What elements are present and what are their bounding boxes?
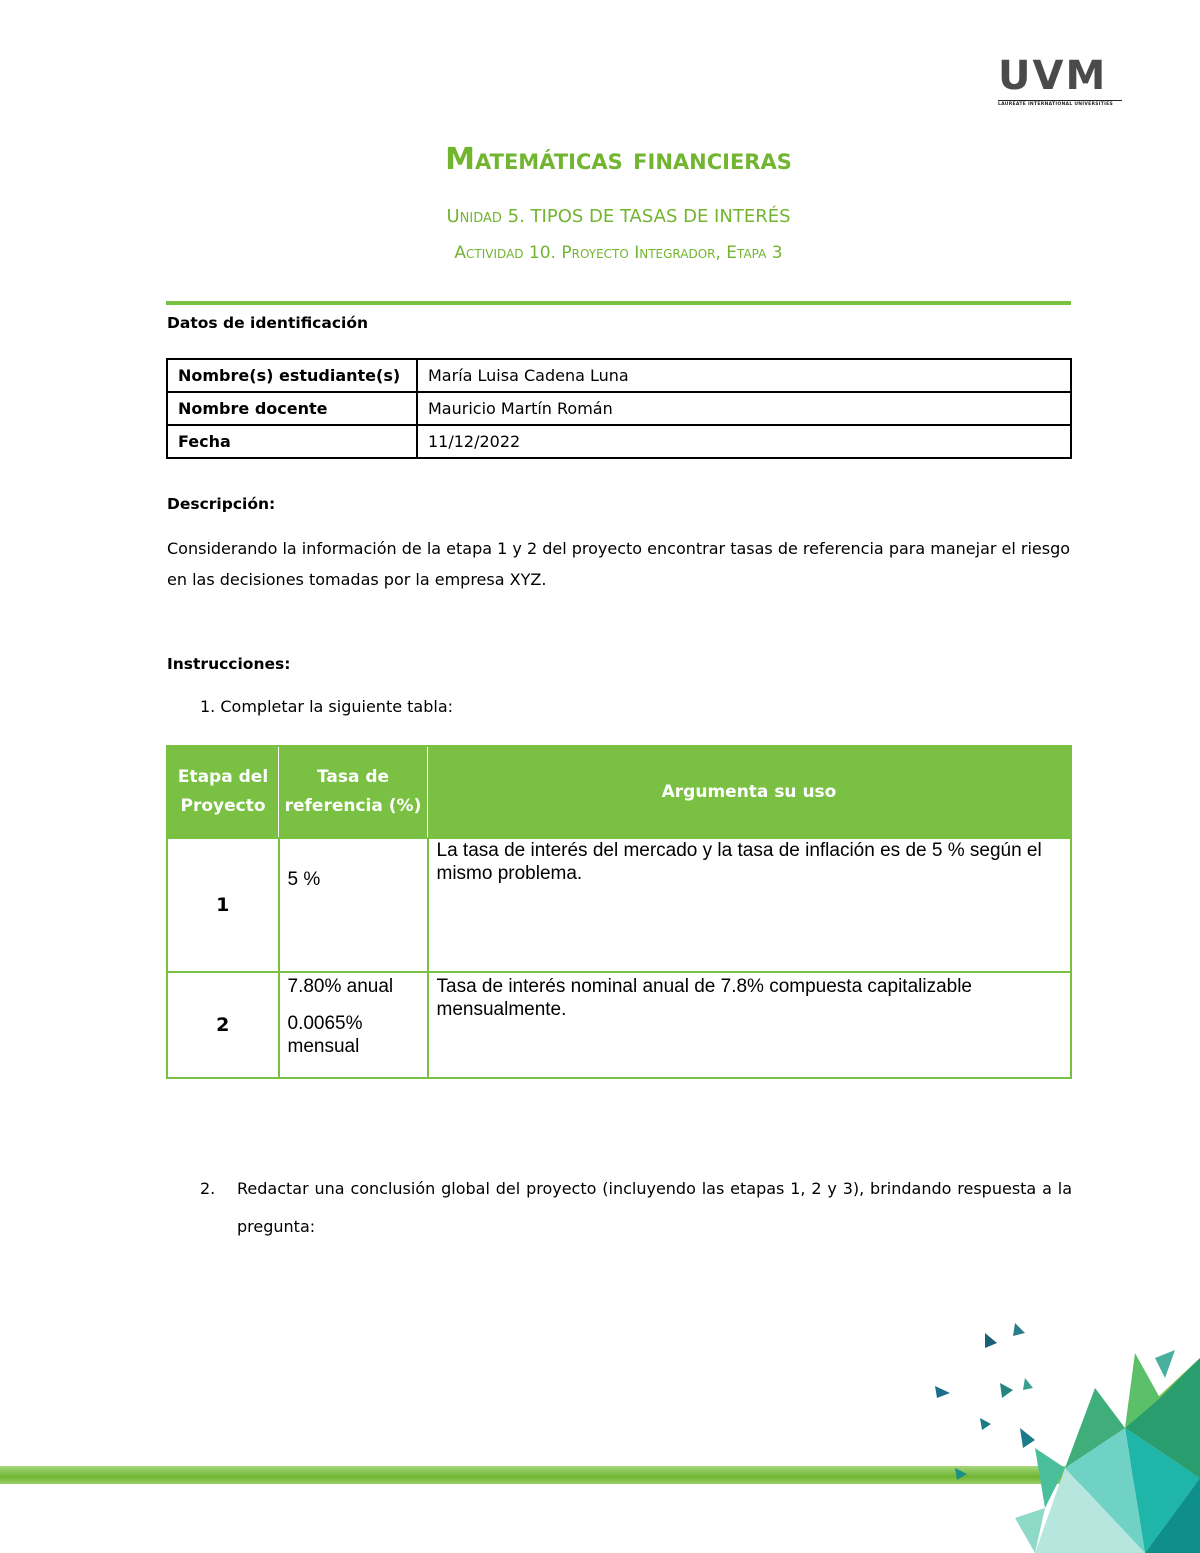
description-heading: Descripción: (167, 495, 276, 513)
item-text: Redactar una conclusión global del proyecto (incluyendo las etapas 1, 2 y 3), brindando respuesta a la pregunta: (237, 1179, 1072, 1236)
table-row (167, 392, 1071, 425)
argument-text: La tasa de interés del mercado y la tasa de inflación es de 5 % según el mismo problema. (436, 840, 1042, 884)
description-text: Considerando la información de la etapa 1 y 2 del proyecto encontrar tasas de referencia para manejar el riesgo en las decisiones tomadas por la empresa XYZ. (167, 539, 1071, 589)
item-number: 1. (200, 697, 216, 716)
item-number: 2. (200, 1179, 216, 1198)
instruction-item-2 (200, 1170, 1072, 1246)
id-label: Nombre docente (167, 392, 417, 425)
unit-subtitle: Unidad 5. TIPOS DE TASAS DE INTERÉS (446, 206, 791, 227)
rate-value-monthly: 0.0065% mensual (287, 1013, 363, 1057)
argument-text: Tasa de interés nominal anual de 7.8% compuesta capitalizable mensualmente. (436, 976, 972, 1020)
item-text: Completar la siguiente tabla: (220, 697, 454, 716)
table-header-row (167, 746, 1071, 838)
column-header-rate: Tasa de referencia (%) (279, 746, 428, 838)
argument-cell (428, 838, 1072, 972)
uvm-logo (998, 53, 1122, 107)
column-header-stage: Etapa del Proyecto (167, 746, 279, 838)
table-row (167, 972, 1071, 1078)
column-header-argument: Argumenta su uso (428, 746, 1072, 838)
identification-table (166, 358, 1072, 459)
activity-subtitle: Actividad 10. Proyecto Integrador, Etapa 3 (454, 243, 783, 263)
id-value: María Luisa Cadena Luna (417, 359, 1071, 392)
rate-value: 5 % (287, 869, 321, 890)
rate-cell (279, 972, 428, 1078)
logo-text: UVM (998, 53, 1108, 99)
page-title: Matemáticas financieras (445, 142, 792, 177)
instructions-heading: Instrucciones: (167, 655, 291, 673)
header-divider (166, 301, 1071, 305)
instruction-item-1 (200, 697, 453, 716)
reference-rates-table (166, 745, 1072, 1079)
rate-value-annual: 7.80% anual (287, 976, 394, 997)
argument-cell (428, 972, 1072, 1078)
logo-tagline: LAUREATE INTERNATIONAL UNIVERSITIES (998, 100, 1122, 107)
table-row (167, 359, 1071, 392)
stage-cell: 2 (167, 972, 279, 1078)
id-label: Fecha (167, 425, 417, 458)
stage-cell: 1 (167, 838, 279, 972)
id-label: Nombre(s) estudiante(s) (167, 359, 417, 392)
table-row (167, 425, 1071, 458)
table-row (167, 838, 1071, 972)
identification-heading: Datos de identificación (167, 314, 369, 332)
decorative-polygons-graphic (925, 1318, 1200, 1553)
id-value: Mauricio Martín Román (417, 392, 1071, 425)
rate-cell (279, 838, 428, 972)
id-value: 11/12/2022 (417, 425, 1071, 458)
